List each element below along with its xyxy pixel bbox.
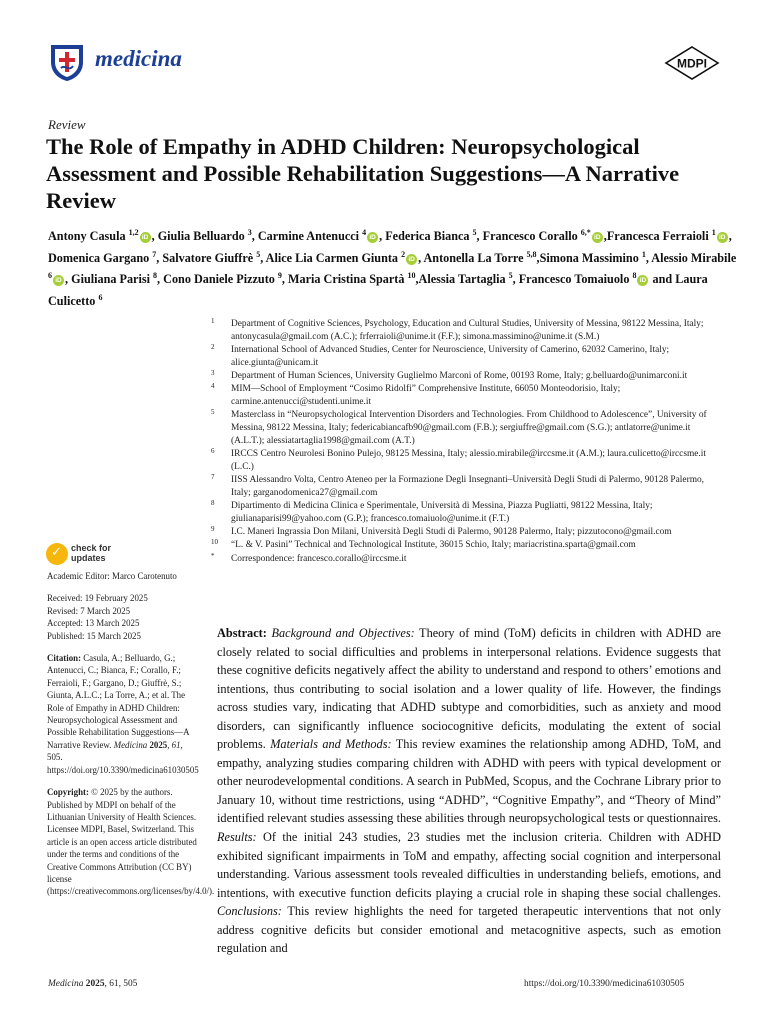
footer-citation (48, 979, 137, 989)
author-affiliation-sup: 5 (508, 271, 513, 281)
citation-block (47, 652, 197, 776)
author-name: Laura Culicetto (48, 272, 708, 309)
citation-label: Citation: (47, 653, 82, 664)
methods-text: This review examines the relationship among ADHD, ToM, and empathy, analyzing studies comparing children with ADHD with peers with typical development or other neurodevelopmental conditions. A search in PubMed, Scopus, and the Cochrane Library prior to January 10, without time restrictions, using “ADHD”, “Cognitive Empathy”, and “Theory of Mind” identified relevant studies assessing these abilities through neuropsychological tests or questionnaires. (217, 737, 721, 826)
affiliation-number: 8 (211, 499, 215, 507)
affiliation-text: IISS Alessandro Volta, Centro Ateneo per la Formazione Degli Insegnanti–Università Degli Studi di Palermo, 90128 Palermo, Italy; garganodomenica27@gmail.com (231, 475, 705, 498)
abstract-label: Abstract: (217, 626, 267, 640)
author-list (48, 224, 738, 311)
author-separator: , (603, 229, 607, 244)
author-separator: , (260, 250, 266, 265)
affiliation-item (205, 370, 725, 383)
orcid-icon[interactable]: iD (406, 254, 417, 265)
author-name: Cono Daniele Pizzuto (163, 272, 275, 287)
author-affiliation-sup: 4 (362, 228, 367, 237)
affiliation-text: IRCCS Centro Neurolesi Bonino Pulejo, 98125 Messina, Italy; alessio.mirabile@irccsme.it (A.M.); laura.culicetto@irccsme.it (L.C.) (231, 449, 706, 472)
author-name: Alice Lia Carmen Giunta (265, 250, 399, 265)
conclusions-text: This review highlights the need for targeted therapeutic interventions that not only address cognitive deficits but consider emotional and metacognitive aspects, such as emotion regulation and (217, 904, 721, 956)
footer-year: 2025 (83, 979, 105, 989)
affiliation-item (205, 500, 725, 525)
author-separator: , (65, 272, 72, 287)
author-separator: , (157, 272, 164, 287)
accepted-date: Accepted: 13 March 2025 (47, 618, 140, 629)
author-name: Simona Massimino (539, 250, 639, 265)
affiliation-number: 7 (211, 473, 215, 481)
article-title: The Role of Empathy in ADHD Children: Neuropsychological Assessment and Possible Rehabilitation Suggestions—A Narrative Review (46, 134, 680, 213)
affiliation-text: Masterclass in “Neuropsychological Intervention Disorders and Technologies. From Childhood to Adolescence”, University of Messina, 98122 Messina, Italy; federicabiancafb90@gmail.com (F.B.); sergiuffre@gmail.com (S.G.); antlatorre@unime.it (A.L.T.); alessiatartaglia1998@gmail.com (A.T.) (231, 410, 707, 446)
journal-logo (48, 42, 86, 82)
citation-year: 2025 (147, 739, 168, 750)
affiliation-number: 1 (211, 317, 215, 325)
methods-label: Materials and Methods: (270, 737, 392, 752)
affiliation-item (205, 383, 725, 408)
author-affiliation-sup: 7 (152, 249, 157, 259)
author-name: Carmine Antenucci (257, 229, 360, 244)
author-affiliation-sup: 6 (98, 292, 103, 302)
copyright-block (47, 786, 215, 898)
results-label: Results: (217, 830, 257, 845)
author-affiliation-sup: 3 (247, 228, 252, 237)
article-sidebar (47, 570, 215, 898)
mdpi-logo (664, 46, 720, 80)
footer-journal: Medicina (48, 979, 84, 989)
background-text: Theory of mind (ToM) deficits in children with ADHD are closely related to social difficulties and problems in interpersonal relations. Evidence suggests that these cognitive deficits negatively affect the ability to understand and respond to others’ emotions and intentions, thus contributing to social isolation and a lower quality of life. However, the findings across studies vary, indicating that ADHD subtype and comorbidities, such as anxiety and mood disorders, can significantly influence sociocognitive deficits, modulating the extent of social problems. (217, 626, 722, 752)
affiliation-number: 9 (211, 525, 215, 533)
orcid-icon[interactable]: iD (140, 232, 151, 243)
copyright-text: © 2025 by the authors. Published by MDPI on behalf of the Lithuanian University of Health Sciences. Licensee MDPI, Basel, Switzerland. This article is an open access article distributed under the terms and conditions of the Creative Commons Attribution (CC BY) license (https://creativecommons.org/licenses/by/4.0/). (47, 787, 215, 897)
citation-journal: Medicina (113, 739, 148, 750)
copyright-label: Copyright: (47, 787, 89, 798)
author-separator: , (728, 229, 732, 244)
affiliation-item (205, 409, 725, 447)
revised-date: Revised: 7 March 2025 (47, 605, 131, 616)
academic-editor: Academic Editor: Marco Carotenuto (47, 571, 177, 581)
affiliation-item (205, 553, 725, 566)
author-separator: , (151, 229, 158, 244)
affiliation-text: Correspondence: francesco.corallo@irccsme.it (231, 553, 407, 564)
citation-volume: , 61 (167, 739, 181, 750)
author-affiliation-sup: 9 (277, 271, 282, 281)
author-separator: , (645, 250, 652, 265)
author-affiliation-sup: 1,2 (128, 228, 139, 237)
author-separator: , (251, 229, 258, 244)
check-updates-line2: updates (71, 552, 106, 563)
author-affiliation-sup: 8 (153, 271, 158, 281)
author-affiliation-sup: 8 (632, 271, 637, 281)
journal-name: medicina (95, 46, 182, 71)
author-name: Federica Bianca (385, 229, 470, 244)
orcid-icon[interactable]: iD (637, 275, 648, 286)
article-type: Review (48, 117, 86, 132)
author-name: Antonella La Torre (423, 250, 524, 265)
affiliations (205, 318, 725, 566)
footer-doi-link[interactable]: https://doi.org/10.3390/medicina61030505 (524, 979, 685, 989)
author-separator: , (379, 229, 386, 244)
author-affiliation-sup: 5 (256, 249, 261, 259)
affiliation-text: MIM—School of Employment “Cosimo Ridolfi” Comprehensive Institute, 66050 Monteodorisio, Italy; carmine.antenucci@studenti.unime.it (231, 384, 621, 407)
results-text: Of the initial 243 studies, 23 studies met the inclusion criteria. Children with ADHD exhibited significant impairments in ToM and empathy, affecting social cognition and interpersonal understanding. Various assessment tools revealed difficulties in understanding beliefs, emotions, and intentions, with executive function deficits playing a crucial role in shaping these social challenges. (217, 830, 721, 900)
author-separator: , (536, 250, 540, 265)
author-affiliation-sup: 10 (407, 271, 416, 281)
mdpi-logo-text: MDPI (677, 56, 707, 71)
affiliation-number: 3 (211, 369, 215, 377)
affiliation-text: I.C. Maneri Ingrassia Don Milani, Università Degli Studi di Palermo, 90128 Palermo, Italy; pizzutocono@gmail.com (231, 527, 672, 537)
author-affiliation-sup: 2 (401, 249, 406, 259)
affiliation-item (205, 318, 725, 343)
affiliation-text: International School of Advanced Studies, Center for Neuroscience, University of Camerino, 62032 Camerino, Italy; alice.giunta@unicam.it (231, 345, 670, 368)
affiliation-number: 5 (211, 408, 215, 417)
author-name: Francesco Tomaiuolo (518, 272, 630, 287)
author-name: Maria Cristina Spartà (288, 272, 405, 287)
author-affiliation-sup: 6 (48, 271, 52, 281)
author-name: Francesca Ferraioli (606, 229, 709, 244)
check-updates-line1: check for (71, 543, 112, 553)
author-affiliation-sup: 1 (641, 249, 646, 259)
author-name: Francesco Corallo (482, 229, 578, 244)
author-name: Domenica Gargano (48, 250, 150, 265)
author-affiliation-sup: 6,* (580, 228, 591, 237)
author-name: Giuliana Parisi (71, 272, 150, 287)
affiliation-item (205, 539, 725, 552)
affiliation-text: “L. & V. Pasini” Technical and Technological Institute, 36015 Schio, Italy; mariacristina.sparta@gmail.com (231, 540, 636, 551)
affiliation-text: Department of Human Sciences, University Guglielmo Marconi of Rome, 00193 Rome, Italy; g.belluardo@unimarconi.it (231, 371, 688, 381)
citation-doi[interactable]: , 505. https://doi.org/10.3390/medicina61030505 (47, 739, 199, 775)
background-label: Background and Objectives: (271, 626, 415, 640)
affiliation-item (205, 344, 725, 369)
author-separator: , (156, 250, 163, 265)
affiliation-item (205, 448, 725, 473)
author-name: Antony Casula (48, 229, 126, 244)
orcid-icon[interactable]: iD (592, 232, 603, 243)
author-affiliation-sup: 1 (711, 228, 716, 237)
author-name: Alessio Mirabile (651, 250, 737, 265)
affiliation-item (205, 526, 725, 539)
citation-text: Casula, A.; Belluardo, G.; Antenucci, C.; Bianca, F.; Corallo, F.; Ferraioli, F.; Gargano, D.; Giuffrè, S.; Giunta, A.L.C.; La Torre, A.; et al. The Role of Empathy in ADHD Children: Neuropsychological Assessment and Possible Rehabilitation Suggestions—A Narrative Review. (47, 653, 190, 750)
conclusions-label: Conclusions: (217, 904, 282, 919)
checkmark-icon: ✓ (51, 545, 62, 560)
footer-vol-pages: , 61, 505 (104, 979, 138, 989)
affiliation-number: 6 (211, 447, 215, 455)
author-separator: , (281, 272, 288, 287)
author-separator: , (418, 250, 424, 265)
published-date: Published: 15 March 2025 (47, 630, 141, 641)
affiliation-text: Department of Cognitive Sciences, Psychology, Education and Cultural Studies, University of Messina, 98122 Messina, Italy; antonycasula@gmail.com (A.C.); frferraioli@unime.it (F.F.); simona.massimino@unime.it (S.M.) (231, 319, 704, 342)
affiliation-number: 4 (211, 382, 215, 391)
author-separator: and (649, 272, 676, 287)
author-separator: , (512, 272, 519, 287)
check-for-updates-badge[interactable] (46, 543, 126, 565)
author-name: Giulia Belluardo (157, 229, 245, 244)
author-name: Alessia Tartaglia (418, 272, 506, 287)
author-affiliation-sup: 5 (472, 228, 477, 237)
abstract (217, 624, 721, 958)
author-separator: , (415, 272, 419, 287)
affiliation-number: 2 (211, 343, 215, 351)
affiliation-item (205, 474, 725, 499)
received-date: Received: 19 February 2025 (47, 593, 148, 604)
orcid-icon[interactable]: iD (367, 232, 378, 243)
author-name: Salvatore Giuffrè (162, 250, 254, 265)
affiliation-text: Dipartimento di Medicina Clinica e Sperimentale, Università di Messina, Piazza Pugliatti, 98122 Messina, Italy; giulianaparisi99@yahoo.com (G.P.); francesco.tomaiuolo@unime.it (F.T.) (231, 501, 653, 524)
affiliation-number: * (211, 551, 215, 560)
affiliation-number: 10 (211, 538, 218, 547)
author-separator: , (476, 229, 483, 244)
author-affiliation-sup: 5,8 (526, 249, 537, 259)
orcid-icon[interactable]: iD (717, 232, 728, 243)
orcid-icon[interactable]: iD (53, 275, 64, 286)
